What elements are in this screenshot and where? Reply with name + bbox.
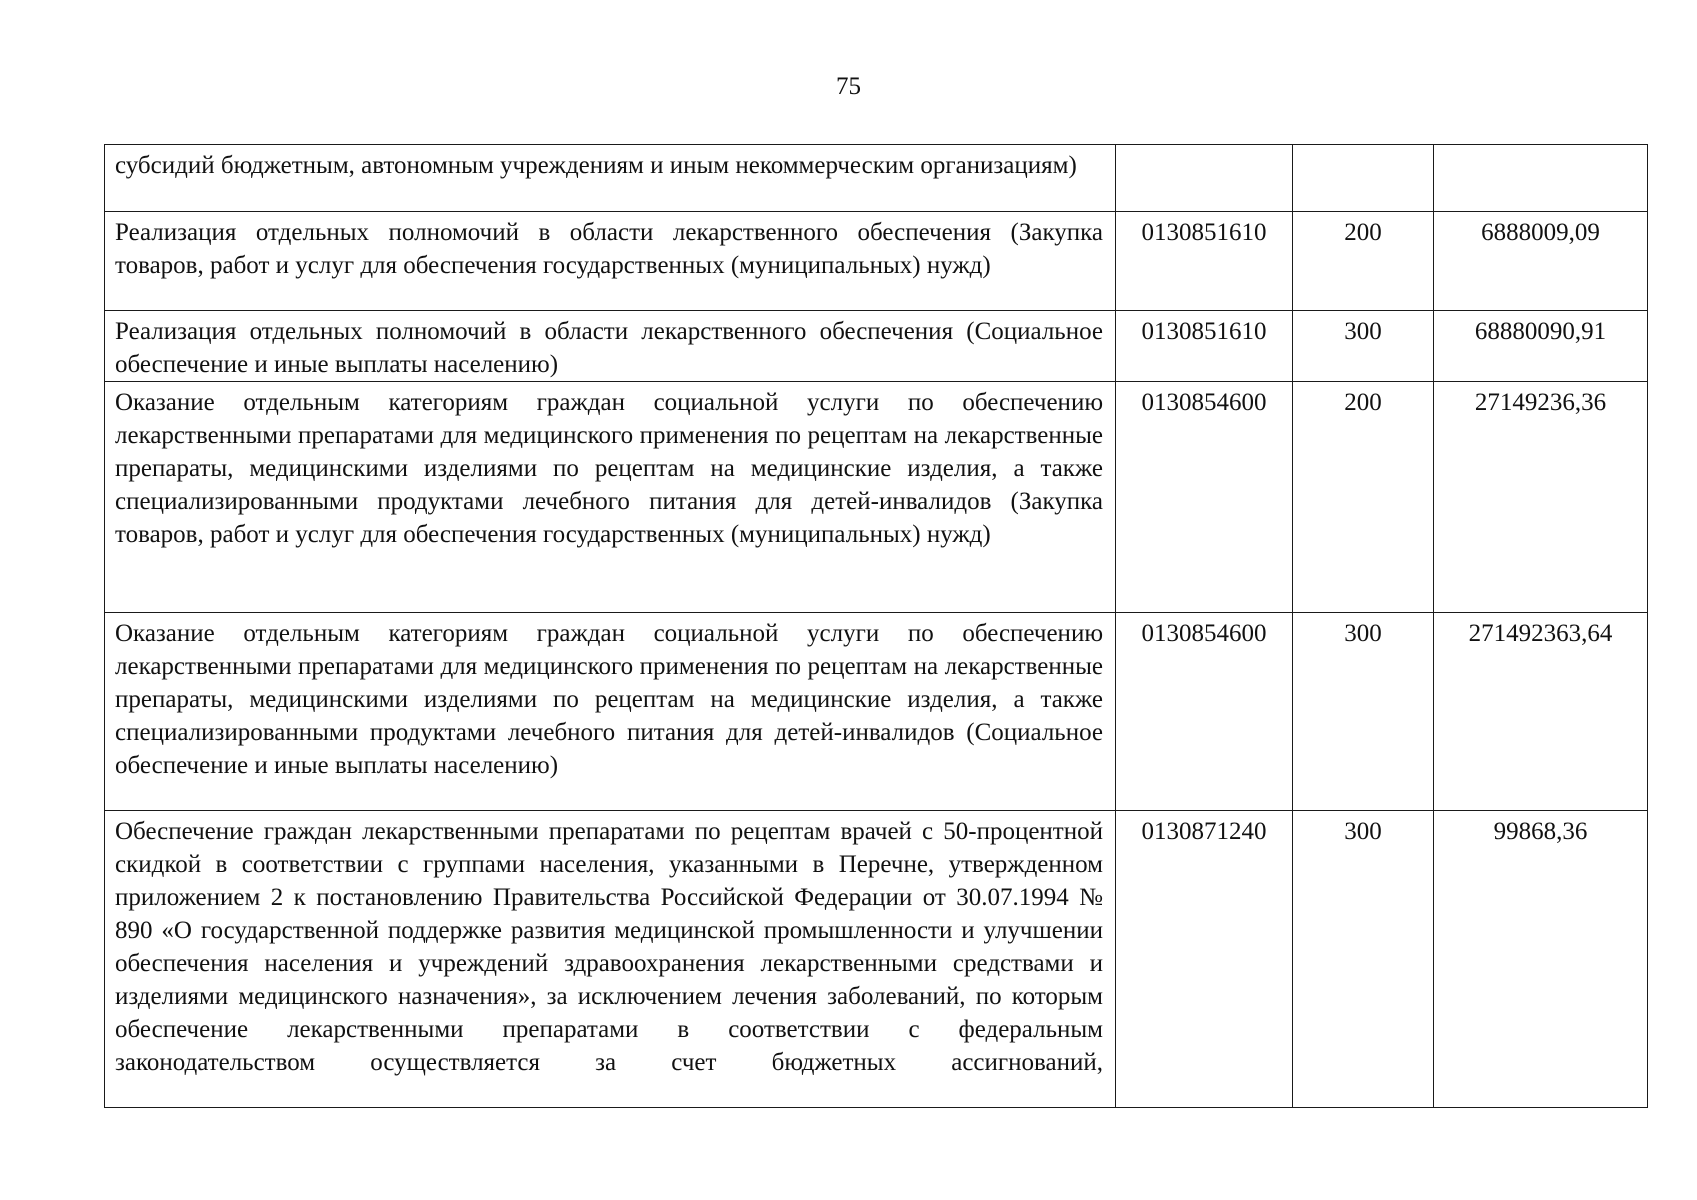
budget-table — [104, 144, 1648, 1108]
row-target-code: 0130851610 — [1116, 212, 1293, 311]
row-expense-type — [1293, 145, 1434, 212]
row-target-code: 0130854600 — [1116, 613, 1293, 811]
row-amount: 27149236,36 — [1434, 382, 1648, 613]
row-amount — [1434, 145, 1648, 212]
page-number: 75 — [836, 73, 861, 100]
row-description: Реализация отдельных полномочий в области лекарственного обеспечения (Закупка товаров, работ и услуг для обеспечения государственных (муниципальных) нужд) — [105, 212, 1116, 311]
row-description: субсидий бюджетным, автономным учреждениям и иным некоммерческим организациям) — [105, 145, 1116, 212]
table-row — [105, 613, 1648, 811]
row-expense-type: 300 — [1293, 613, 1434, 811]
table-row — [105, 145, 1648, 212]
row-amount: 6888009,09 — [1434, 212, 1648, 311]
row-amount: 271492363,64 — [1434, 613, 1648, 811]
row-target-code — [1116, 145, 1293, 212]
row-target-code: 0130851610 — [1116, 311, 1293, 382]
row-target-code: 0130871240 — [1116, 811, 1293, 1108]
table-row — [105, 382, 1648, 613]
row-amount: 99868,36 — [1434, 811, 1648, 1108]
table-row — [105, 311, 1648, 382]
row-expense-type: 300 — [1293, 311, 1434, 382]
row-expense-type: 200 — [1293, 212, 1434, 311]
row-expense-type: 300 — [1293, 811, 1434, 1108]
row-description: Оказание отдельным категориям граждан социальной услуги по обеспечению лекарственными препаратами для медицинского применения по рецептам на лекарственные препараты, медицинскими изделиями по рецептам на медицинские изделия, а также специализированными продуктами лечебного питания для детей-инвалидов (Социальное обеспечение и иные выплаты населению) — [105, 613, 1116, 811]
row-description: Оказание отдельным категориям граждан социальной услуги по обеспечению лекарственными препаратами для медицинского применения по рецептам на лекарственные препараты, медицинскими изделиями по рецептам на медицинские изделия, а также специализированными продуктами лечебного питания для детей-инвалидов (Закупка товаров, работ и услуг для обеспечения государственных (муниципальных) нужд) — [105, 382, 1116, 613]
row-target-code: 0130854600 — [1116, 382, 1293, 613]
row-description: Обеспечение граждан лекарственными препаратами по рецептам врачей с 50-процентной скидкой в соответствии с группами населения, указанными в Перечне, утвержденном приложением 2 к постановлению Правительства Российской Федерации от 30.07.1994 № 890 «О государственной поддержке развития медицинской промышленности и улучшении обеспечения населения и учреждений здравоохранения лекарственными средствами и изделиями медицинского назначения», за исключением лечения заболеваний, по которым обеспечение лекарственными препаратами в соответствии с федеральным законодательством осуществляется за счет бюджетных ассигнований, — [105, 811, 1116, 1108]
row-expense-type: 200 — [1293, 382, 1434, 613]
table-row — [105, 212, 1648, 311]
table-row — [105, 811, 1648, 1108]
row-description: Реализация отдельных полномочий в области лекарственного обеспечения (Социальное обеспечение и иные выплаты населению) — [105, 311, 1116, 382]
row-amount: 68880090,91 — [1434, 311, 1648, 382]
